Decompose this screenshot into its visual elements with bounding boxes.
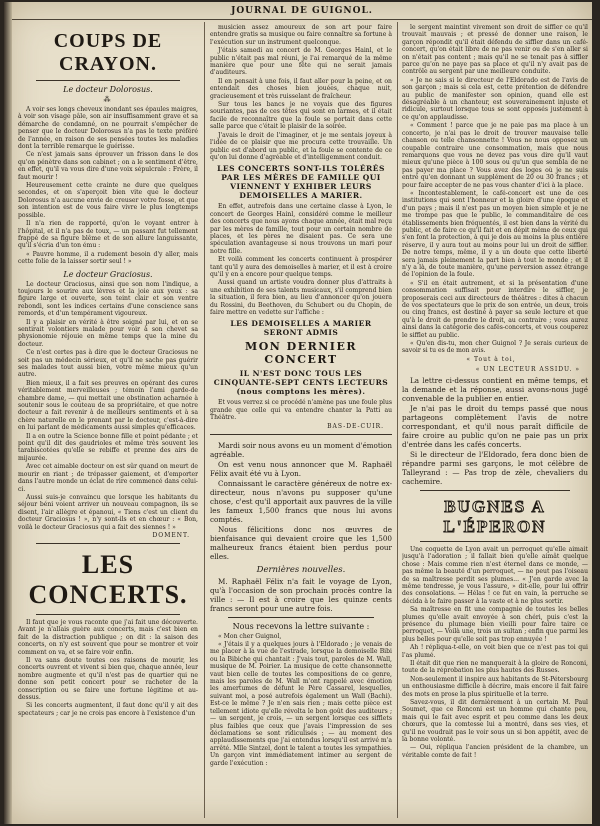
paragraph: Avec cet aimable docteur on est sûr quand on meurt de mourir en riant ; de trépasser gaiement, et d'emporter dans l'autre monde un éclat de rire commencé dans celui-ci. bbox=[18, 463, 198, 493]
article-concerts bbox=[18, 619, 198, 717]
column-3 bbox=[402, 22, 588, 818]
article-concerts-continued bbox=[210, 24, 392, 161]
paragraph: « Je ne sais si le directeur de l'Eldorado est de l'avis de son garçon ; mais si cela est, cette prétention de défendre au public de manifester son opinion, quand elle est désagréable à un chanteur, est souverainement injuste et ridicule, surtout lorsque tous se sont opposés justement à ce qu'on applaudisse. bbox=[402, 76, 588, 121]
letter-closing: « Tout à toi, bbox=[466, 355, 516, 363]
column-1 bbox=[18, 22, 198, 818]
paragraph: Non-seulement il inspire aux habitants de St-Pétersbourg un enthousiasme difficile à décrire, mais encore il fait faire des mots en prose la plus spirituelle et la terre. bbox=[402, 675, 588, 698]
article-raphael-felix bbox=[210, 441, 392, 561]
article-reponse bbox=[402, 376, 588, 486]
paragraph: Connaissant le caractère généreux de notre ex-directeur, nous n'avons pu supposer qu'une chose, c'est qu'il apportait aux pauvres de la ville les fameux 1,500 francs que nous lui avons comptés. bbox=[210, 478, 392, 524]
paragraph: Et vous verrez si ce procédé n'amène pas une foule plus grande que celle qui va entendre chanter la Patti au Théâtre. bbox=[210, 399, 392, 422]
ornament: ⁂ bbox=[103, 96, 113, 104]
divider bbox=[36, 543, 180, 544]
paragraph: Si le directeur de l'Eldorado, fera donc bien de répandre parmi ses garçons, le mot célèbre de Talleyrand : — Pas trop de zèle, chevaliers du cachemire. bbox=[402, 449, 588, 486]
divider bbox=[228, 617, 374, 618]
letter-signature: « UN LECTEUR ASSIDU. » bbox=[475, 365, 580, 373]
newspaper-page bbox=[4, 2, 592, 824]
column-divider bbox=[204, 22, 205, 818]
paragraph: Une coquette de Lyon avait un perroquet qu'elle aimait jusqu'à l'adoration ; il fallait bien qu'elle aimât quelque chose : Mais comme rien n'est éternel dans ce monde, — pas même la beauté d'un perroquet, — ne peut pas l'oiseau de sa maîtresse perdit ses plumes... « J'en garde avec la même tendresse, je vous l'assure, » dit-elle, pour lui offrir des consolations. — Hélas ! ce fut en vain, la perruche se décida à le faire passer à la vaste et à ne plus sortir. bbox=[402, 545, 588, 605]
column-2 bbox=[210, 22, 392, 818]
paragraph: Ah ! répliqua-t-elle, on voit bien que ce n'est pas toi qui l'as plumé. bbox=[402, 644, 588, 659]
paragraph: Aussi quand un artiste voudra donner plus d'attraits à une exhibition de ses talents musicaux, s'il comprend bien la situation, il fera bien, au lieu d'annoncer qu'on jouera du Rossini, du Beethoven, du Schubert ou du Chopin, de faire mettre en vedette sur l'affiche : bbox=[210, 279, 392, 316]
divider bbox=[420, 490, 570, 491]
paragraph: « Comment ! parce que je ne paie pas ma place à un concerto, je n'ai pas le droit de trouver mauvaise telle chanson ou telle chansonnette ! Vous ne nous opposez un coupable contraire une consommation, mais que nous remarquons que vous ne devez pas vous dire qu'il vaut mieux qu'une pièce à 100 sous ou qu'un que sembla de ne pas payer ma place ? Vous avez des loges où je ne suis entré qu'en donnant un supplément de 20 ou 30 francs ; et pour faire accepter de ne pas vous chanter d'ici à la place. bbox=[402, 122, 588, 189]
paragraph: « Incontestablement, le café-concert est une de ces institutions qui sont l'honneur et la gloire d'une époque et d'un pays ; mais il n'est pas un moyen bien simple et je ne me trompe pas que le public, le commanditaire de ces établissements bien fréquentés, il est bien dans la vérité du public, et de faire ce qu'il fait et en dépit même de ceux qui s'en font la protection, à qui je dois au moins la plus entière réserve, il y aura tout au moins pour lui un droit de siffler. De notre temps, même, il y a un doute que cette liberté sera jamais pleinement la part bien à tout le monde ; et il n'y a là, de toute manière, qu'une perversion assez étrange de l'opinion de la foule. bbox=[402, 189, 588, 279]
paragraph: Heureusement cette crainte ne dure que quelques secondes, et on s'aperçoit bien vite que le docteur Dolorosus n'a aucune envie de creuser votre fosse, et que son intention est de vous faire vivre le plus longtemps possible. bbox=[18, 182, 198, 219]
subhead-meres-de-famille: LES CONCERTS SONT-ILS TOLÉRÉS PAR LES MÈRES DE FAMILLE QUI VIENNENT Y EXHIBER LEURS DEMOISELLES A MARIER. bbox=[217, 164, 385, 201]
paragraph: On est venu nous annoncer que M. Raphaël Félix avait été vu à Lyon. bbox=[210, 459, 392, 478]
divider bbox=[36, 80, 180, 81]
column-divider bbox=[397, 22, 398, 818]
paragraph: Sa maîtresse en fit une compagnie de toutes les belles plumes qu'elle avait envoyée à son chéri, puis c'est la présence du plumage bien vieilli pour faire taire ce perroquet, — Voilà une, trois un sultan ; enfin que parmi les plus belles pour qu'elle soit pas trop ennuyée ! bbox=[402, 606, 588, 643]
headline-les-concerts: LES CONCERTS. bbox=[28, 549, 188, 609]
headline-coups-de-crayon: COUPS DE CRAYON. bbox=[53, 30, 163, 75]
paragraph: Il a en outre la Science bonne fille et point pédante ; et point qu'il dit des gaudrioles et même très souvent les tarabiscotées qu'elle se rebiffe et prenne des airs de mijaurée. bbox=[18, 432, 198, 462]
paragraph: M. Raphaël Félix n'a fait le voyage de Lyon, qu'à l'occasion de son prochain procès contre la ville : — Il est à croire que les quinze cents francs seront pour une autre fois. bbox=[210, 576, 392, 613]
paragraph: Savez-vous, il dit dernièrement à un certain M. Paul Soumet, que ce Ronconi est un homme qui chante peu, mais qui le fait avec esprit et peu comme dans les deux chœurs, que la comtesse lui a montré, dans ses vies, et qu'il ne voudrait pas le voir sous un si bon appétit, avec de la bonne volonté. bbox=[402, 699, 588, 744]
paragraph: Il va sans doute toutes ces raisons de mourir, les concerts ouvrent et vivent si bien que, chaque année, leur nombre augmente et qu'il n'est pas de quartier qui ne donne son petit concert pour se racheter de la conscription ou se faire une fortune légitime et au-dessus. bbox=[18, 656, 198, 701]
paragraph: « Qu'en dis-tu, mon cher Guignol ? Je serais curieux de savoir si tu es de mon avis. bbox=[402, 340, 588, 355]
paragraph: J'étais samedi au concert de M. Georges Hainl, et le public n'était pas mal réuni, je l'ai remarqué de la même manière que pour une fête qui ne serait jamais d'auditeurs. bbox=[210, 47, 392, 77]
paragraph: A voir ses longs cheveux inondant ses épaules maigres, à voir son visage pâle, son air insuffisamment grave et sa démarche de condamné, on ne pourrait s'empêcher de penser que le docteur Dolorosus n'a pas le texte préféré de l'année, en raison de ses pensées toutes les maladies dont la terrible remarque le guérisse. bbox=[18, 106, 198, 151]
page-header bbox=[12, 2, 592, 20]
poster-line-dernier-concert: MON DERNIER CONCERT bbox=[245, 340, 357, 367]
paragraph: Et voilà comment les concerts continuent à prospérer tant qu'il y aura des demoiselles à marier, et il est à croire qu'il y en a encore pour quelque temps. bbox=[210, 256, 392, 278]
paragraph: Aussi suis-je convaincu que lorsque les habitants du séjour béni voient arriver un nouveau compagnon, ils se disent, l'air allègre et épanoui, « Tiens c'est un client du docteur Graciosus ! », n'y sont-ils et en chœur : « Bon, voilà le docteur Graciosus qui a fait des siennes ! » bbox=[18, 493, 198, 531]
article-meres bbox=[210, 203, 392, 316]
page-fold-shadow bbox=[4, 2, 12, 824]
paragraph: La lettre ci-dessus contient en même temps, et la demande et la réponse, aussi avons-nous jugé convenable de la publier en entier. bbox=[402, 375, 588, 403]
paragraph: Nous félicitions donc nos œuvres de bienfaisance qui devaient croire que les 1,500 malheureux francs étaient bien perdus pour elles. bbox=[210, 524, 392, 561]
paragraph: Sur tous les bancs je ne voyais que des figures souriantes, pas de ces têtes qui sont en larmes, et il était facile de reconnaître que la foule se portait dans cette salle parce que c'était le plaisir de la soirée. bbox=[210, 101, 392, 131]
paragraph: Il en pensait à une fois, il faut aller pour la peine, et on entendait des choses bien jouées, chaque nuit, gracieusement et très ruisselant de fraîcheur. bbox=[210, 77, 392, 100]
paragraph: le sergent maintint vivement son droit de siffler ce qu'il trouvait mauvais ; et pressé de donner une raison, le garçon répondit qu'il était défendu de siffler dans un café-concert, qu'on était libre de ne pas venir ou de s'en aller si on n'était pas content ; mais qu'il ne se tenait pas à siffler parce qu'on ne paye pas sa place et qu'il n'y avait pas de contrôle au sergent par une meilleure conduite. bbox=[402, 24, 588, 76]
paragraph: Si les concerts augmentent, il faut donc qu'il y ait des spectateurs ; car je ne crois pas encore à l'existence d'un bbox=[18, 702, 198, 717]
poster-line-demoiselles: LES DEMOISELLES A MARIER SERONT ADMIS bbox=[230, 319, 372, 338]
signature: BAS-DE-CUIR. bbox=[327, 422, 384, 430]
paragraph: J'avais le droit de l'imaginer, et je me sentais joyeux à l'idée de ce plaisir que me procura cette trouvaille. Un public est d'abord un public, et la foule se contente de ce qu'on lui donne d'agréable et d'intelligemment conduit. bbox=[210, 131, 392, 161]
divider bbox=[420, 541, 570, 542]
paragraph: Il était dit que rien ne manquerait à la gloire de Ronconi, toute de la réprobation les plus hautes des Russes. bbox=[402, 659, 588, 675]
paragraph: — Oui, répliqua l'ancien président de la chambre, un véritable comte de fait ! bbox=[402, 744, 588, 759]
poster-line-lecteurs: IL N'EST DONC TOUS LES CINQUANTE-SEPT CENTS LECTEURS (nous comptons les mères). bbox=[213, 369, 389, 397]
journal-title: JOURNAL DE GUIGNOL. bbox=[231, 6, 373, 16]
article-dolorosus bbox=[18, 106, 198, 266]
subhead-lettre: Nous recevons la lettre suivante : bbox=[232, 621, 370, 631]
article-lettre bbox=[210, 633, 392, 767]
paragraph: Il y a plaisir en vérité à être soigné par lui, et on se sentirait volontiers malade pour voir à son chevet sa physionomie réjouie en même temps que la mine du docteur. bbox=[18, 318, 198, 348]
paragraph: Il faut que je vous raconte que j'ai fait une découverte. Avant je n'allais guère aux concerts, mais c'est bien en fait de la distraction publique ; on dit : la saison des concerts, on n'y est souvent que pour se montrer et voir comment on va, et se faire voir enfin. bbox=[18, 618, 198, 656]
paragraph: Ce n'est jamais sans éprouver un frisson dans le dos qu'on pénètre dans son cabinet ; on a le sentiment d'être, en effet, qu'il va vous dire d'une voix sépulcrale : Frère, il faut mourir ! bbox=[18, 151, 198, 181]
article-graciosus bbox=[18, 281, 198, 531]
divider bbox=[210, 434, 392, 435]
article-lettre-continued bbox=[402, 24, 588, 355]
paragraph: En effet, autrefois dans une certaine classe à Lyon, le concert de Georges Hainl, considéré comme le meilleur des concerts que nous ayons chaque année, était mal reçu par les mères de famille, tout pour un certain nombre de places, et les pères ne disaient pas. Ce sera une spéculation avantageuse si nous trouvons un mari pour notre fille. bbox=[210, 203, 392, 255]
article-bugnes bbox=[402, 546, 588, 759]
paragraph: musicien assez amoureux de son art pour faire entendre gratis sa musique ou faire connaître sa fortune à l'exécution sur un instrument quelconque. bbox=[210, 24, 392, 46]
subhead-dernieres-nouvelles: Dernières nouvelles. bbox=[256, 564, 346, 575]
subhead-dolorosus: Le docteur Dolorosus. bbox=[63, 85, 153, 94]
paragraph: Je n'ai pas le droit du temps passé que nous partageons complètement l'avis de notre correspondant, et qu'il nous paraît difficile de faire croire au public qu'on ne paie pas un prix d'entrée dans les cafés concerts. bbox=[402, 403, 588, 449]
paragraph: Mardi soir nous avons eu un moment d'émotion agréable. bbox=[210, 440, 392, 459]
paragraph: Il n'a rien de rapporté, qu'on le voyant entrer à l'hôpital, et il n'a pas de toux, — un passant fut tellement frappé de sa figure blême et de son allure languissante, qu'il s'écria d'un ton ému : bbox=[18, 220, 198, 250]
paragraph: « S'il en était autrement, et si la présentation d'une consommation suffisait pour interdire le siffler, je proposerais ceci aux directeurs de théâtres : dites à chacun de vos spectateurs que le prix de son entrée, un deux, trois ou cinq francs, est destiné à payer sa seule lecture et que qu'à le droit de prendre le droit, au contraire ; vous aurez ainsi dans la catégorie des cafés-concerts, et vous couperez le sifflet au public. bbox=[402, 279, 588, 339]
paragraph: « J'étais il y a quelques jours à l'Eldorado ; je venais de me placer à la vue de l'estrade, lorsque la demoiselle Bibi ou la Bibiche qui chantait : J'vais tout, paroles de M. Wall, musique de M. Poirier. La musique de cette chansonnette vaut bien celle de toutes les compositions de ce genre, mais les paroles de M. Wall m'ont rappelé avec émotion les amertumes de défunt le Père Cassarel, lesquelles, suivant moi, a posé autrefois également un Wall (Bachi). Est-ce le même ? Je n'en sais rien ; mais cette pièce est tellement idiote qu'elle révolta le bon goût des auditeurs ; — un sergent, je crois, — un sergent lorsque ces sifflets plus faibles que ceux que j'avais l'impression de ses déclamations se sont ridiculisés ; — au moment des applaudissements que j'ai entendus lorsqu'il est arrivé m'a arrêté. Mlle Sintzel, dont le talent a toutes les sympathies. Un garçon vint immédiatement intimer au sergent de garde l'exécution : bbox=[210, 641, 392, 767]
headline-bugnes-a-l-eperon: BUGNES A L'ÉPERON bbox=[443, 496, 547, 536]
paragraph: Ce n'est certes pas à dire que le docteur Graciosus ne soit pas un médecin sérieux, et qu'il ne sache pas guérir ses malades tout aussi bien, votre même mieux qu'un autre. bbox=[18, 349, 198, 379]
paragraph: « Mon cher Guignol, bbox=[218, 632, 282, 640]
paragraph: Le docteur Graciosus, ainsi que son nom l'indique, a toujours le sourire aux lèvres et la joie aux yeux : sa figure large et ouverte, son teint clair et son ventre rebondi, sont les indices certains d'une conscience sans remords, et d'un tempérament vigoureux. bbox=[18, 280, 198, 318]
signature: DOMENT. bbox=[152, 531, 190, 539]
divider bbox=[36, 614, 180, 615]
subhead-graciosus: Le docteur Graciosus. bbox=[63, 269, 153, 279]
paragraph: « Pauvre homme, il a rudement besoin d'y aller, mais cette folie de la laisser sortir seul ! » bbox=[18, 250, 198, 266]
paragraph: Bien mieux, il a fait ses preuves en opérant des cures véritablement merveilleuses ; témoin l'ami garde-de chambre dame, — qui mettait une obstination acharnée à soutenir sous le couteau de sa propriétaire, et que notre docteur a fait revenir à de meilleurs sentiments et à sa chère naturelle en le prenant par le docteur, c'est-à-dire en lui parlant de médicaments aussi simples qu'efficaces. bbox=[18, 379, 198, 432]
